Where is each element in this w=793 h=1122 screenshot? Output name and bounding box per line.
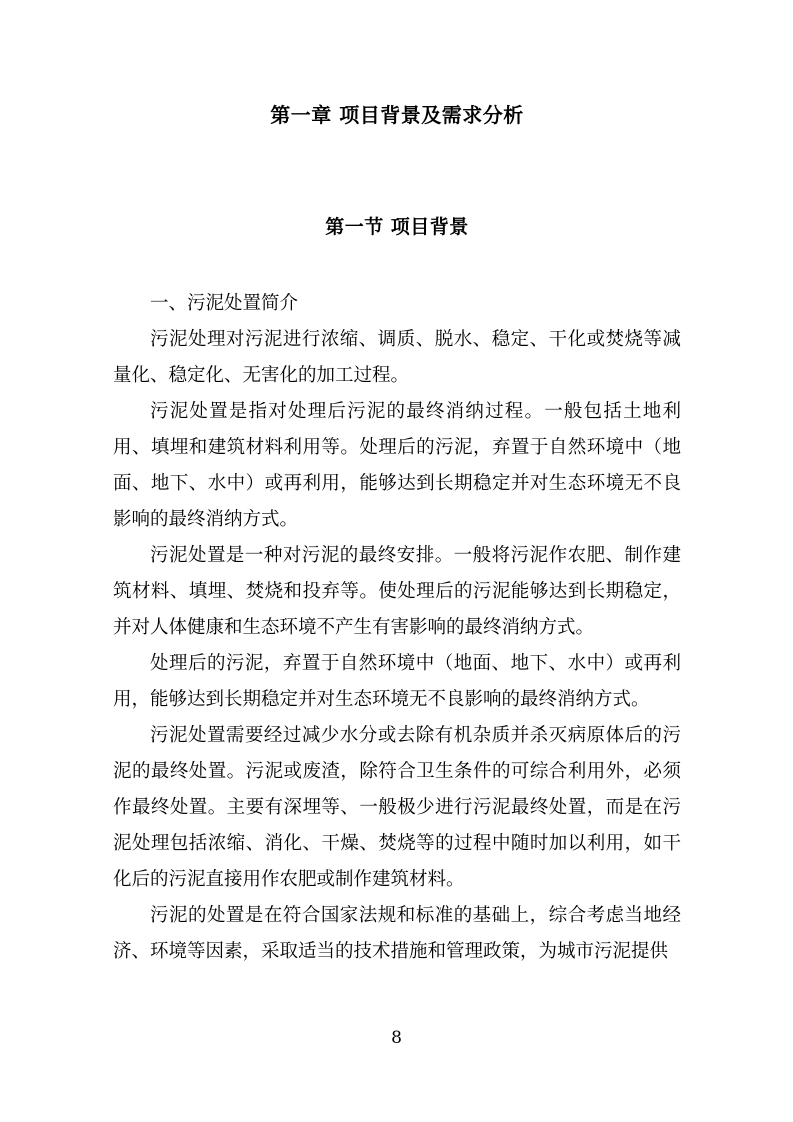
- paragraph: 污泥处置需要经过减少水分或去除有机杂质并杀灭病原体后的污泥的最终处置。污泥或废渣，除符合卫生条件的可综合利用外，必须作最终处置。主要有深埋等、一般极少进行污泥最终处置，而是在污泥处理包括浓缩、消化、干燥、焚烧等的过程中随时加以利用，如干化后的污泥直接用作农肥或制作建筑材料。: [113, 725, 681, 890]
- section-title: 第一节 项目背景: [325, 216, 469, 238]
- page-number: 8: [391, 1028, 402, 1048]
- body-text: [113, 286, 681, 970]
- paragraph: 处理后的污泥，弃置于自然环境中（地面、地下、水中）或再利用，能够达到长期稳定并对生态环境无不良影响的最终消纳方式。: [113, 653, 681, 710]
- paragraph: 污泥处置是一种对污泥的最终安排。一般将污泥作农肥、制作建筑材料、填埋、焚烧和投弃等。使处理后的污泥能够达到长期稳定，并对人体健康和生态环境不产生有害影响的最终消纳方式。: [113, 545, 681, 638]
- paragraph: 污泥的处置是在符合国家法规和标准的基础上，综合考虑当地经济、环境等因素，采取适当的技术措施和管理政策，为城市污泥提供: [113, 905, 681, 962]
- paragraph: 污泥处置是指对处理后污泥的最终消纳过程。一般包括土地利用、填埋和建筑材料利用等。处理后的污泥，弃置于自然环境中（地面、地下、水中）或再利用，能够达到长期稳定并对生态环境无不良影响的最终消纳方式。: [113, 401, 681, 530]
- paragraph: 污泥处理对污泥进行浓缩、调质、脱水、稳定、干化或焚烧等减量化、稳定化、无害化的加工过程。: [113, 329, 681, 386]
- paragraph: 一、污泥处置简介: [150, 293, 299, 314]
- chapter-title: 第一章 项目背景及需求分析: [270, 103, 524, 127]
